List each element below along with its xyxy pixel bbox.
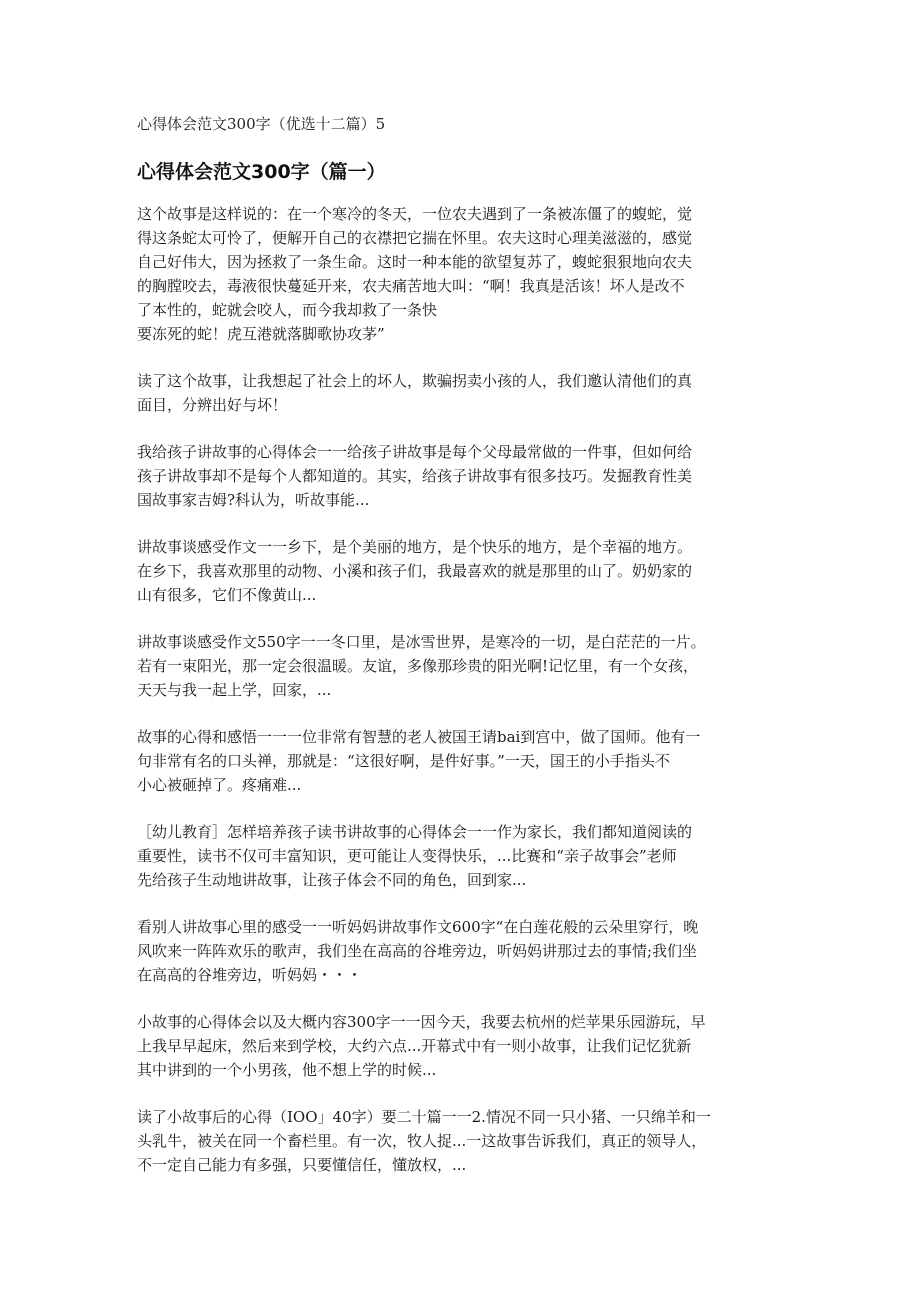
- paragraph-line: 在乡下，我喜欢那里的动物、小溪和孩子们，我最喜欢的就是那里的山了。奶奶家的: [137, 562, 693, 580]
- paragraph-line: 先给孩子生动地讲故事，让孩子体会不同的角色，回到家...: [137, 871, 527, 889]
- paragraph-line: 上我早早起床，然后来到学校，大约六点...开幕式中有一则小故事，让我们记忆犹新: [137, 1037, 692, 1055]
- paragraph-line: 头乳牛，被关在同一个畜栏里。有一次，牧人捉...一这故事告诉我们，真正的领导人，: [137, 1132, 707, 1150]
- paragraph-line: 看别人讲故事心里的感受一一听妈妈讲故事作文600字“在白莲花般的云朵里穿行，晚: [137, 918, 699, 936]
- paragraph-line: 若有一束阳光，那一定会很温暖。友谊，多像那珍贵的阳光啊!记忆里，有一个女孩，: [137, 657, 699, 675]
- paragraph: [137, 1010, 787, 1082]
- paragraph-line: 讲故事谈感受作文一一乡下，是个美丽的地方，是个快乐的地方，是个幸福的地方。: [137, 538, 693, 556]
- paragraph-line: 不一定自己能力有多强，只要懂信任，懂放权，...: [137, 1156, 467, 1174]
- paragraph-line: 其中讲到的一个小男孩，他不想上学的时候...: [137, 1061, 437, 1079]
- paragraph-line: 面目，分辨出好与坏！: [137, 396, 288, 414]
- paragraph-line: 国故事家吉姆?科认为，听故事能...: [137, 491, 370, 509]
- paragraph-line: 的胸膛咬去，毒液很快蔓延开来，农夫痛苦地大叫：“啊！我真是活该！坏人是改不: [137, 277, 685, 295]
- paragraph-line: 我给孩子讲故事的心得体会一一给孩子讲故事是每个父母最常做的一件事，但如何给: [137, 443, 693, 461]
- paragraph-line: 重要性，读书不仅可丰富知识，更可能让人变得快乐，...比赛和“亲子故事会”老师: [137, 847, 677, 865]
- paragraph-line: 了本性的，蛇就会咬人，而今我却救了一条快: [137, 301, 438, 319]
- paragraph-line: 风吹来一阵阵欢乐的歌声，我们坐在高高的谷堆旁边，听妈妈讲那过去的事情;我们坐: [137, 942, 698, 960]
- paragraph: [137, 202, 787, 346]
- paragraph-line: 小心被砸掉了。疼痛难...: [137, 776, 302, 794]
- paragraph: [137, 535, 787, 607]
- paragraph-line: 山有很多，它们不像黄山...: [137, 586, 317, 604]
- paragraph-line: ［幼儿教育］怎样培养孩子读书讲故事的心得体会一一作为家长，我们都知道阅读的: [137, 823, 693, 841]
- paragraph: [137, 915, 787, 987]
- paragraph-line: 得这条蛇太可怜了，便解开自己的衣襟把它揣在怀里。农夫这时心理美滋滋的，感觉: [137, 229, 693, 247]
- paragraph: [137, 369, 787, 417]
- paragraph: [137, 820, 787, 892]
- document-title: 心得体会范文300字（优选十二篇）5: [137, 115, 386, 133]
- paragraph-line: 故事的心得和感悟一一一位非常有智慧的老人被国王请bai到宫中，做了国师。他有一: [137, 728, 701, 746]
- section-heading: 心得体会范文300字（篇一）: [137, 161, 386, 183]
- paragraph-line: 在高高的谷堆旁边，听妈妈・・・: [137, 966, 363, 984]
- paragraph-line: 讲故事谈感受作文550字一一冬口里，是冰雪世界，是寒冷的一切，是白茫茫的一片。: [137, 633, 706, 651]
- document-body: [137, 202, 787, 1200]
- paragraph-line: 这个故事是这样说的：在一个寒冷的冬天，一位农夫遇到了一条被冻僵了的蝮蛇，觉: [137, 205, 693, 223]
- paragraph: [137, 440, 787, 512]
- paragraph-line: 天天与我一起上学，回家，...: [137, 681, 332, 699]
- paragraph-line: 自己好伟大，因为拯救了一条生命。这时一种本能的欲望复苏了，蝮蛇狠狠地向农夫: [137, 253, 693, 271]
- paragraph: [137, 630, 787, 702]
- paragraph-line: 读了这个故事，让我想起了社会上的坏人，欺骗拐卖小孩的人，我们邀认清他们的真: [137, 372, 693, 390]
- paragraph-line: 要冻死的蛇！虎互港就落脚歌协攻茅”: [137, 325, 385, 343]
- paragraph-line: 小故事的心得体会以及大概内容300字一一因今天，我要去杭州的烂苹果乐园游玩，早: [137, 1013, 706, 1031]
- paragraph: [137, 1105, 787, 1177]
- paragraph-line: 句非常有名的口头禅，那就是：“这很好啊，是件好事。”一天，国王的小手指头不: [137, 752, 670, 770]
- paragraph-line: 孩子讲故事却不是每个人都知道的。其实，给孩子讲故事有很多技巧。发掘教育性美: [137, 467, 693, 485]
- paragraph-line: 读了小故事后的心得（IOO」40字）要二十篇一一2.情况不同一只小猪、一只绵羊和一: [137, 1108, 711, 1126]
- paragraph: [137, 725, 787, 797]
